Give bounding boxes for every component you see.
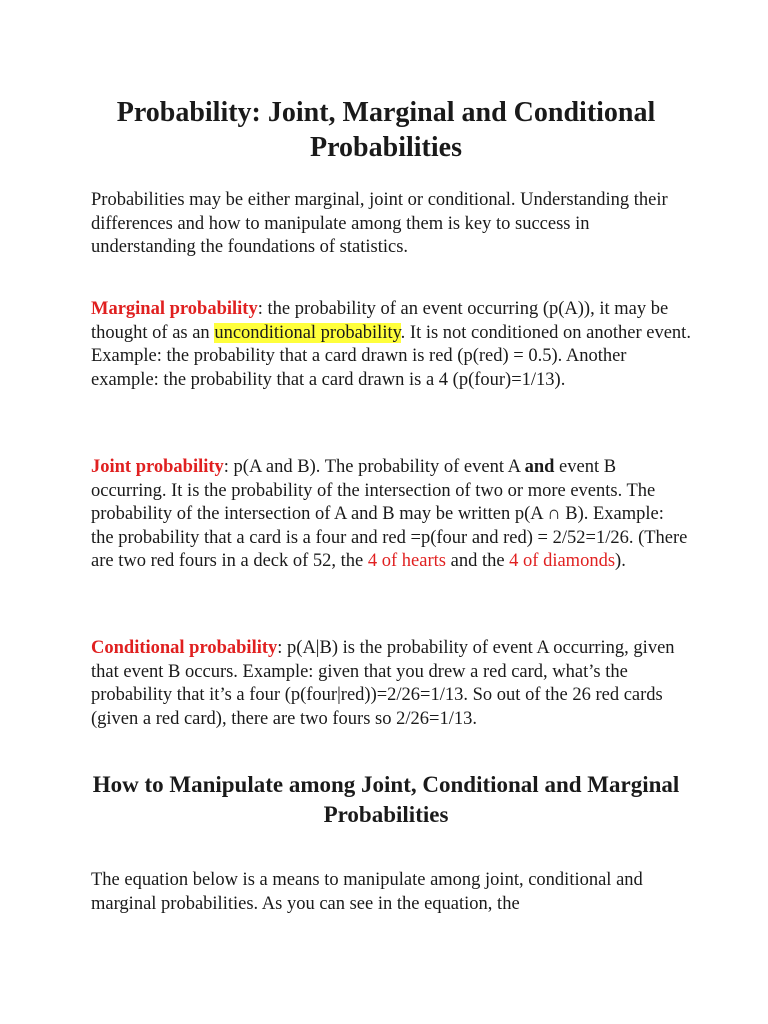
conditional-term: Conditional probability — [91, 638, 278, 658]
conditional-paragraph — [91, 637, 691, 731]
joint-term: Joint probability — [91, 457, 224, 477]
joint-paragraph — [91, 456, 691, 574]
page-title: Probability: Joint, Marginal and Conditional Probabilities — [116, 97, 656, 163]
joint-text-4: ). — [615, 551, 626, 571]
marginal-text-1: : the probability of an event occurring (p(A)), it may be thought of as an — [91, 299, 669, 343]
joint-bold-and: and — [524, 457, 555, 477]
card-4-of-diamonds: 4 of diamonds — [509, 551, 616, 571]
equation-intro-paragraph: The equation below is a means to manipulate among joint, conditional and marginal probabilities. As you can see in the equation, the — [91, 870, 643, 914]
intro-paragraph: Probabilities may be either marginal, joint or conditional. Understanding their differences and how to manipulate among them is key to success in understanding the foundations of statistics. — [91, 190, 668, 257]
card-4-of-hearts: 4 of hearts — [367, 551, 446, 571]
marginal-text-2: . It is not conditioned on another event. Example: the probability that a card drawn is red (p(red) = 0.5). Another example: the probability that a card drawn is a 4 (p(four)=1/13). — [91, 322, 691, 390]
joint-text-3: and the — [445, 551, 510, 571]
joint-text-2: event B occurring. It is the probability of the intersection of two or more events. The probability of the intersection of A and B may be written p(A ∩ B). Example: the probability that a card is a four and red =p(four and red) = 2/52=1/26. (There are two red fours in a deck of 52, the — [91, 457, 688, 571]
conditional-text-1: : p(A|B) is the probability of event A occurring, given that event B occurs. Example: given that you drew a red card, what’s the probability that it’s a four (p(four|red))=2/26=1/13. So out of the 26 red cards (given a red card), there are two fours so 2/26=1/13. — [91, 638, 675, 729]
joint-text-1: : p(A and B). The probability of event A — [223, 457, 525, 477]
marginal-term: Marginal probability — [91, 299, 258, 319]
section-heading: How to Manipulate among Joint, Conditional and Marginal Probabilities — [92, 772, 680, 827]
unconditional-highlight: unconditional probability — [214, 322, 401, 343]
marginal-paragraph — [91, 298, 691, 392]
